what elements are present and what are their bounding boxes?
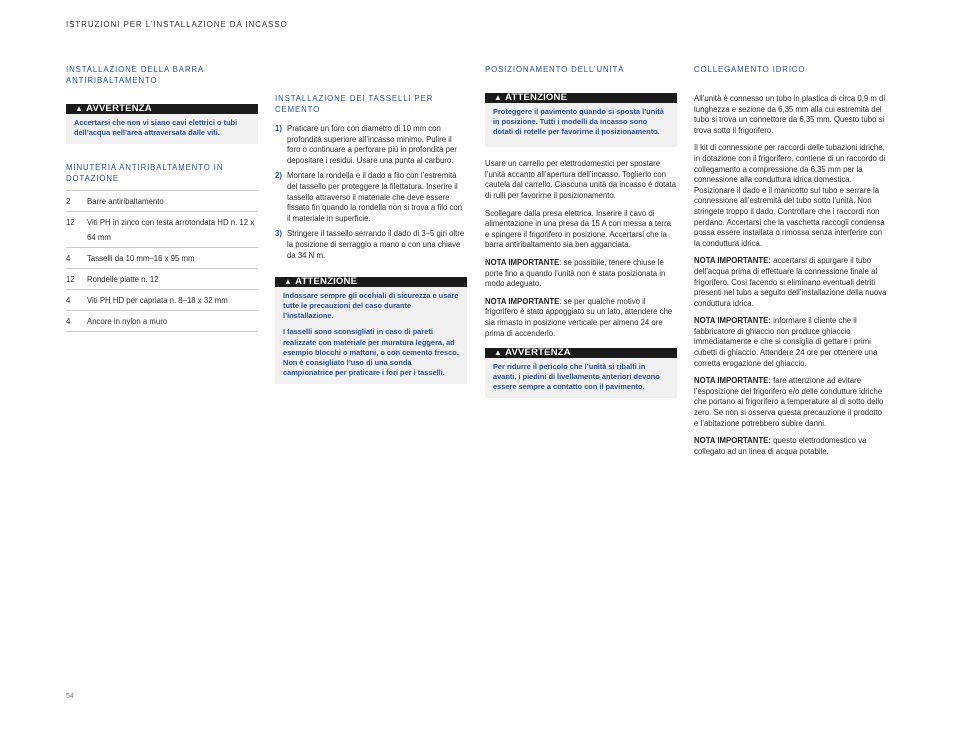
parts-table bbox=[66, 190, 258, 332]
section-title-parts: MINUTERIA ANTIRIBALTAMENTO IN DOTAZIONE bbox=[66, 163, 224, 184]
step-number: 2) bbox=[275, 171, 282, 181]
step-text: Montare la rondella e il dado a filo con l’estremità del tassello per proteggere la filettatura. Inserire il tassello attraverso il materiale che deve essere fissato fin quando la rondella non si trova a filo con il materiale in superficie. bbox=[287, 171, 463, 223]
note-paragraph bbox=[485, 258, 677, 290]
paragraph: Usare un carrello per elettrodomestici per spostare l’unità accanto all’apertura dell’incasso. Toglierlo con cautela dal carrello. Ciascuna unità da incasso è dotata di rulli per favorirne il posizionamento. bbox=[485, 159, 677, 201]
note-label: NOTA IMPORTANTE: bbox=[694, 376, 771, 386]
caution-header bbox=[485, 93, 677, 103]
warning-triangle-icon: ▲ bbox=[75, 104, 84, 113]
part-desc: Barre antiribaltamento bbox=[87, 197, 164, 207]
caution-text: Proteggere il pavimento quando si sposta l’unità in posizione. Tutti i modelli da incasso sono dotati di rotelle per favorirne il posizionamento. bbox=[493, 107, 664, 137]
warning-triangle-icon: ▲ bbox=[494, 348, 503, 358]
page-header: ISTRUZIONI PER L’INSTALLAZIONE DA INCASSO bbox=[66, 20, 288, 29]
step-text: Stringere il tassello serrando il dado di 3–5 giri oltre la posizione di serraggio a mano o con una chiave da 34 N m. bbox=[287, 229, 465, 260]
step-number: 3) bbox=[275, 229, 282, 239]
warning-header bbox=[66, 104, 258, 114]
note-label: NOTA IMPORTANTE bbox=[485, 296, 560, 306]
warning-box bbox=[66, 104, 258, 144]
page-number: 54 bbox=[66, 693, 74, 700]
note-label: NOTA IMPORTANTE: bbox=[694, 436, 771, 446]
table-row bbox=[66, 212, 258, 248]
part-qty: 12 bbox=[66, 218, 75, 228]
table-row bbox=[66, 290, 258, 311]
section-title-positioning: POSIZIONAMENTO DELL’UNITÀ bbox=[485, 65, 625, 74]
note-paragraph bbox=[694, 316, 888, 369]
caution-paragraph: I tasselli sono sconsigliati in caso di pareti realizzate con materiale per muratura leggera, ad esempio blocchi o mattoni, o con cemento fresco. Non è consigliato l’uso di una sonda campionatrice per praticare i fori per i tasselli. bbox=[283, 327, 459, 377]
note-label: NOTA IMPORTANTE: bbox=[694, 316, 771, 326]
list-item bbox=[275, 171, 467, 224]
caution-box bbox=[485, 93, 677, 147]
note-text: accertarsi di spurgare il tubo dell’acqua prima di effettuare la connessione finale al frigorifero. Così facendo si eliminano eventuali detriti presenti nel tubo a seguito dell’installazione della nuova conduttura idrica. bbox=[694, 256, 887, 308]
note-label: NOTA IMPORTANTE bbox=[485, 258, 560, 268]
note-text: fare attenzione ad evitare l’esposizione del frigorifero e/o delle condutture idriche che portano al frigorifero a temperature al di sotto dello zero. Se non si osserva questa precauzione il prodotto e l’abitazione potrebbero subire danni. bbox=[694, 376, 884, 428]
note-text: : se per qualche motivo il frigorifero è stato appoggiato su un lato, attendere che sia rimasto in posizione verticale per almeno 24 ore prima di accenderlo. bbox=[485, 296, 673, 338]
water-body bbox=[694, 94, 888, 457]
part-desc: Viti PH HD per capriata n. 8–18 x 32 mm bbox=[87, 296, 228, 306]
part-desc: Tasselli da 10 mm–16 x 95 mm bbox=[87, 254, 195, 264]
list-item bbox=[275, 229, 467, 261]
table-row bbox=[66, 311, 258, 332]
caution-box bbox=[275, 277, 467, 384]
warning-triangle-icon: ▲ bbox=[494, 93, 503, 102]
caution-paragraph: Indossare sempre gli occhiali di sicurezza e usare tutte le precauzioni del caso durante l’installazione. bbox=[283, 291, 459, 321]
note-text: questo elettrodomestico va collegato ad un linea di acqua potabile. bbox=[694, 436, 867, 456]
warning-label: AVVERTENZA bbox=[505, 347, 571, 359]
paragraph: All’unità è connesso un tubo in plastica di circa 0,9 m di lunghezza e sezione da 6,35 mm alla cui estremità del tubo si trova un connettore da 6,35 mm. Questo tubo si trova sotto il frigorifero. bbox=[694, 94, 886, 135]
note-text: : se possibile, tenere chiuse le porte fino a quando l’unità non è stata posizionata in modo adeguato. bbox=[485, 258, 666, 289]
note-paragraph bbox=[485, 297, 677, 339]
warning-text: Per ridurre il pericolo che l’unità si ribalti in avanti, i piedini di livellamento anteriori devono essere sempre a contatto con il pavimento. bbox=[493, 362, 660, 392]
note-text: informare il cliente che il fabbricatore di ghiaccio non produce ghiaccio immediatamente e che si consiglia di gettare i primi cubetti di ghiaccio. Attendere 24 ore per ottenere una corretta erogazione del ghiaccio. bbox=[694, 316, 878, 368]
warning-triangle-icon: ▲ bbox=[284, 277, 293, 287]
table-row bbox=[66, 191, 258, 212]
section-title-anti-tip: INSTALLAZIONE DELLA BARRA ANTIRIBALTAMENTO bbox=[66, 65, 204, 85]
column-water bbox=[694, 64, 888, 464]
caution-header bbox=[275, 277, 467, 287]
step-number: 1) bbox=[275, 124, 282, 133]
part-qty: 4 bbox=[66, 317, 71, 327]
table-row bbox=[66, 269, 258, 290]
note-paragraph bbox=[694, 376, 888, 429]
section-title-water: COLLEGAMENTO IDRICO bbox=[694, 65, 806, 74]
caution-label: ATTENZIONE bbox=[295, 276, 358, 288]
column-positioning bbox=[485, 64, 677, 398]
part-qty: 12 bbox=[66, 275, 75, 285]
column-anti-tip bbox=[66, 64, 258, 332]
steps-list bbox=[275, 124, 467, 261]
part-qty: 4 bbox=[66, 296, 71, 306]
part-desc: Ancore in nylon a muro bbox=[87, 317, 168, 327]
part-desc: Rondelle piatte n. 12 bbox=[87, 275, 159, 285]
caution-text bbox=[275, 287, 467, 384]
warning-box bbox=[485, 348, 677, 398]
warning-label: AVVERTENZA bbox=[86, 103, 152, 114]
part-desc: Viti PH in zinco con testa arrotondata HD n. 12 x 64 mm bbox=[87, 218, 255, 243]
warning-header bbox=[485, 348, 677, 358]
note-paragraph bbox=[694, 256, 888, 309]
paragraph: Scollegare dalla presa elettrica. Inserire il cavo di alimentazione in una presa da 15 A con messa a terra e spingere il frigorifero in posizione. Accertarsi che la barra antiribaltamento sia ben agganciata. bbox=[485, 208, 671, 250]
warning-text: Accertarsi che non vi siano cavi elettrici o tubi dell’acqua nell’area attraversata dalle viti. bbox=[74, 118, 238, 138]
paragraph: Il kit di connessione per raccordi delle tubazioni idriche, in dotazione con il frigorifero, contiene di un raccordo di collegamento a compressione da 6,35 mm per la connessione alla conduttura idrica domestica. Posizionare il dado e il manicotto sul tubo e serrare la connessione all’estremità del tubo sotto l’unità. Non stringete troppo il dado. Controllare che i raccordi non perdano. Accertarsi che la vaschetta raccogli condensa possa essere installata o rimossa senza interferire con la conduttura idrica. bbox=[694, 143, 886, 248]
table-row bbox=[66, 248, 258, 269]
list-item bbox=[275, 124, 467, 166]
caution-label: ATTENZIONE bbox=[505, 92, 568, 103]
section-title-anchors: INSTALLAZIONE DEI TASSELLI PER CEMENTO bbox=[275, 94, 434, 114]
part-qty: 2 bbox=[66, 197, 71, 207]
note-paragraph bbox=[694, 436, 888, 457]
part-qty: 4 bbox=[66, 254, 71, 264]
step-text: Praticare un foro con diametro di 10 mm con profondità superiore all’incasso minimo. Pulire il foro o continuare a perforare più in profondità per depositare i residui. Usare una punta al carburo. bbox=[287, 124, 457, 165]
note-label: NOTA IMPORTANTE: bbox=[694, 256, 771, 266]
positioning-body bbox=[485, 159, 677, 339]
column-anchors bbox=[275, 93, 467, 384]
